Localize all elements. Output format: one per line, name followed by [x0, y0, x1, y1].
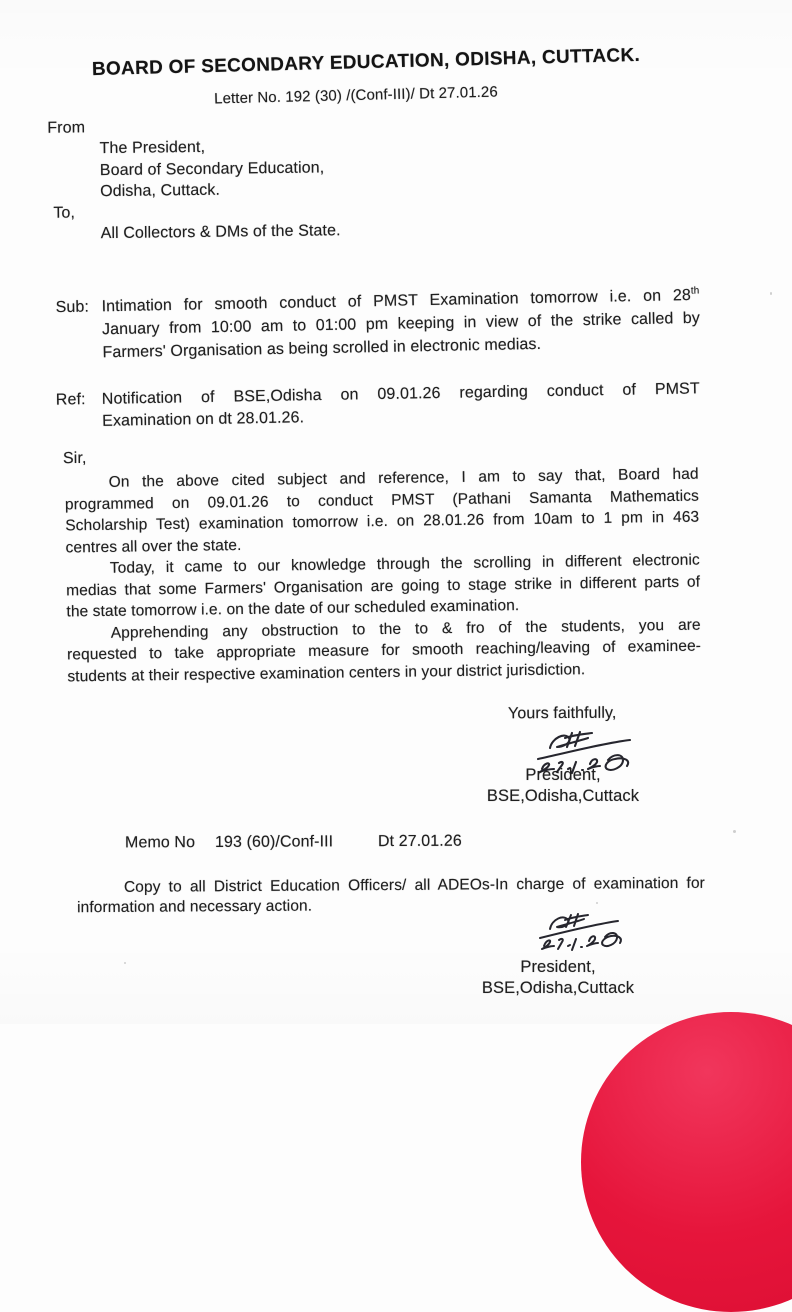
signatory-designation: President, — [520, 958, 596, 976]
body-line: requested to take appropriate measure for smooth reaching/leaving of examinee- — [66, 637, 702, 664]
subject-line: Farmers' Organisation as being scrolled in electronic medias. — [102, 335, 542, 362]
scan-speck — [770, 292, 772, 295]
salutation: Sir, — [62, 449, 87, 468]
signatory-block — [470, 765, 656, 806]
document-title: BOARD OF SECONDARY EDUCATION, ODISHA, CUTTACK. — [91, 44, 641, 81]
from-label: From — [47, 119, 86, 137]
from-line: Board of Secondary Education, — [99, 159, 325, 179]
body-line: medias that some Farmers' Organisation are going to stage strike in different parts of — [66, 573, 701, 599]
subject-label: Sub: — [55, 298, 90, 317]
body-line: students at their respective examination centers in your district jurisdiction. — [67, 660, 586, 685]
subject-block — [55, 284, 700, 365]
reference-block — [56, 378, 701, 433]
copy-line: information and necessary action. — [77, 897, 313, 917]
body-line: Apprehending any obstruction to the to & fro of the students, you are — [110, 616, 701, 642]
subject-text — [101, 284, 700, 364]
signatory-org: BSE,Odisha,Cuttack — [481, 978, 635, 997]
body-line: Today, it came to our knowledge through the scrolling in different electronic — [109, 551, 700, 577]
body-line: programmed on 09.01.26 to conduct PMST (Pathani Samanta Mathematics — [64, 487, 700, 513]
subject-line: Intimation for smooth conduct of PMST Examination tomorrow i.e. on 28th — [101, 285, 700, 316]
scan-speck — [596, 902, 598, 904]
body-line: Scholarship Test) examination tomorrow i.e. on 28.01.26 from 10am to 1 pm in 463 — [65, 508, 700, 535]
body-line: On the above cited subject and reference, I am to say that, Board had — [108, 465, 699, 491]
to-label: To, — [53, 204, 76, 222]
signatory-block — [452, 957, 664, 998]
closing-phrase: Yours faithfully, — [507, 704, 617, 723]
superscript-th: th — [690, 285, 700, 297]
red-circle-badge — [581, 1012, 792, 1312]
handwritten-signature — [528, 912, 634, 956]
subject-line: January from 10:00 am to 01:00 pm keeping in view of the strike called by — [101, 309, 701, 339]
body-line: the state tomorrow i.e. on the date of our scheduled examination. — [66, 597, 520, 621]
reference-text — [102, 378, 701, 432]
reference-line: Examination on dt 28.01.26. — [102, 409, 305, 430]
signatory-designation: President, — [525, 766, 601, 784]
to-line: All Collectors & DMs of the State. — [100, 222, 341, 243]
reference-line: Notification of BSE,Odisha on 09.01.26 regarding conduct of PMST — [101, 380, 700, 408]
scan-speck — [733, 830, 736, 833]
letter-body — [65, 464, 702, 688]
memo-label: Memo No — [124, 834, 196, 852]
copy-line: Copy to all District Education Officers/ all ADEOs-In charge of examination for — [123, 874, 705, 896]
letter-number: Letter No. 192 (30) /(Conf-III)/ Dt 27.01.26 — [213, 83, 499, 108]
scan-speck — [124, 962, 126, 964]
memo-row — [0, 829, 792, 855]
signatory-org: BSE,Odisha,Cuttack — [486, 786, 640, 805]
address-block — [47, 114, 340, 245]
from-line: Odisha, Cuttack. — [100, 181, 221, 201]
from-line: The President, — [99, 139, 206, 158]
reference-label: Ref: — [55, 391, 86, 409]
memo-number: 193 (60)/Conf-III — [214, 833, 334, 851]
body-line: centres all over the state. — [65, 536, 242, 556]
memo-date: Dt 27.01.26 — [377, 832, 462, 851]
